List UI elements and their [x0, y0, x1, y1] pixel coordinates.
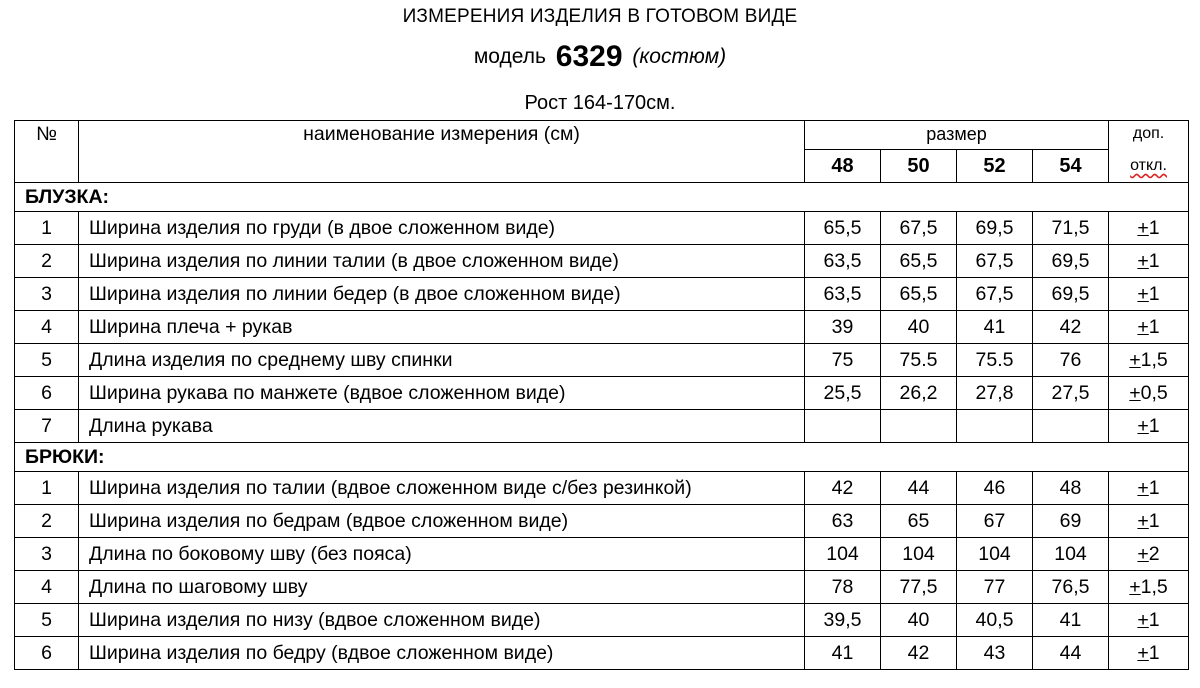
plus-minus-sign: +: [1129, 382, 1141, 404]
size-value-50: 40: [881, 604, 957, 637]
size-value-54: 69,5: [1033, 278, 1109, 311]
row-number: 2: [15, 245, 79, 278]
model-prefix: модель: [473, 45, 546, 68]
size-value-48: 39,5: [805, 604, 881, 637]
size-value-48: 78: [805, 571, 881, 604]
size-value-52: [957, 410, 1033, 443]
deviation-value: 0,5: [1140, 382, 1168, 404]
plus-minus-sign: +: [1137, 316, 1149, 338]
model-number: 6329: [555, 40, 623, 73]
size-value-54: [1033, 410, 1109, 443]
measurement-name: Ширина изделия по талии (вдвое сложенном виде с/без резинкой): [79, 472, 805, 505]
measurement-name: Ширина плеча + рукав: [79, 311, 805, 344]
allowed-deviation: [1109, 344, 1189, 377]
row-number: 3: [15, 538, 79, 571]
allowed-deviation: [1109, 571, 1189, 604]
plus-minus-sign: +: [1137, 477, 1149, 499]
size-value-48: 104: [805, 538, 881, 571]
row-number: 5: [15, 604, 79, 637]
table-row: [15, 278, 1189, 311]
size-value-54: 76: [1033, 344, 1109, 377]
size-header-48: 48: [805, 150, 881, 183]
table-row: [15, 212, 1189, 245]
size-value-50: 77,5: [881, 571, 957, 604]
table-row: [15, 377, 1189, 410]
size-value-52: 43: [957, 637, 1033, 670]
size-value-50: [881, 410, 957, 443]
table-row: [15, 410, 1189, 443]
measurement-name: Ширина изделия по линии бедер (в двое сложенном виде): [79, 278, 805, 311]
size-value-52: 69,5: [957, 212, 1033, 245]
measurement-name: Ширина изделия по бедру (вдвое сложенном виде): [79, 637, 805, 670]
size-value-54: 69: [1033, 505, 1109, 538]
deviation-label: откл.: [1130, 156, 1167, 174]
size-value-48: 63: [805, 505, 881, 538]
deviation-value: 1: [1148, 477, 1160, 499]
measurement-name: Ширина изделия по линии талии (в двое сложенном виде): [79, 245, 805, 278]
size-value-48: 39: [805, 311, 881, 344]
row-number: 6: [15, 377, 79, 410]
size-value-54: 41: [1033, 604, 1109, 637]
measurement-name: Ширина изделия по низу (вдвое сложенном виде): [79, 604, 805, 637]
size-value-48: [805, 410, 881, 443]
deviation-value: 1,5: [1140, 349, 1168, 371]
size-value-50: 44: [881, 472, 957, 505]
section-title: БРЮКИ:: [15, 443, 1189, 472]
table-row: [15, 245, 1189, 278]
deviation-value: 1: [1148, 510, 1160, 532]
size-value-54: 44: [1033, 637, 1109, 670]
measurement-name: Длина по боковому шву (без пояса): [79, 538, 805, 571]
row-number: 2: [15, 505, 79, 538]
size-value-50: 42: [881, 637, 957, 670]
size-value-54: 71,5: [1033, 212, 1109, 245]
allowed-deviation: [1109, 637, 1189, 670]
plus-minus-sign: +: [1137, 543, 1149, 565]
size-value-52: 77: [957, 571, 1033, 604]
table-row: [15, 637, 1189, 670]
measurements-table: [14, 120, 1189, 670]
measurement-name: Ширина изделия по бедрам (вдвое сложенном виде): [79, 505, 805, 538]
size-value-54: 27,5: [1033, 377, 1109, 410]
allowed-deviation: [1109, 245, 1189, 278]
plus-minus-sign: +: [1137, 283, 1149, 305]
size-value-48: 75: [805, 344, 881, 377]
size-value-52: 40,5: [957, 604, 1033, 637]
column-header-deviation-line1: доп.: [1109, 121, 1189, 150]
model-line: [0, 40, 1200, 74]
section-row: [15, 183, 1189, 212]
row-number: 4: [15, 311, 79, 344]
row-number: 1: [15, 472, 79, 505]
size-value-54: 48: [1033, 472, 1109, 505]
deviation-value: 1,5: [1140, 576, 1168, 598]
table-row: [15, 505, 1189, 538]
model-kind: (костюм): [632, 45, 727, 68]
size-value-50: 65,5: [881, 278, 957, 311]
allowed-deviation: [1109, 311, 1189, 344]
size-value-52: 46: [957, 472, 1033, 505]
table-row: [15, 472, 1189, 505]
row-number: 3: [15, 278, 79, 311]
size-value-48: 25,5: [805, 377, 881, 410]
size-header-50: 50: [881, 150, 957, 183]
allowed-deviation: [1109, 604, 1189, 637]
size-value-48: 42: [805, 472, 881, 505]
allowed-deviation: [1109, 377, 1189, 410]
size-value-52: 41: [957, 311, 1033, 344]
row-number: 7: [15, 410, 79, 443]
row-number: 1: [15, 212, 79, 245]
deviation-value: 1: [1148, 283, 1160, 305]
column-header-size: размер: [805, 121, 1109, 150]
header-row: [15, 121, 1189, 150]
size-value-50: 104: [881, 538, 957, 571]
allowed-deviation: [1109, 212, 1189, 245]
section-title: БЛУЗКА:: [15, 183, 1189, 212]
deviation-value: 1: [1148, 415, 1160, 437]
size-value-54: 42: [1033, 311, 1109, 344]
deviation-value: 1: [1148, 250, 1160, 272]
row-number: 6: [15, 637, 79, 670]
measurement-name: Длина по шаговому шву: [79, 571, 805, 604]
column-header-number: №: [15, 121, 79, 183]
allowed-deviation: [1109, 472, 1189, 505]
column-header-deviation-line2: [1109, 150, 1189, 183]
document-title: ИЗМЕРЕНИЯ ИЗДЕЛИЯ В ГОТОВОМ ВИДЕ: [402, 6, 798, 27]
deviation-value: 1: [1148, 609, 1160, 631]
allowed-deviation: [1109, 278, 1189, 311]
size-value-52: 67,5: [957, 278, 1033, 311]
size-value-52: 75.5: [957, 344, 1033, 377]
plus-minus-sign: +: [1129, 576, 1141, 598]
table-row: [15, 538, 1189, 571]
plus-minus-sign: +: [1137, 250, 1149, 272]
size-value-50: 67,5: [881, 212, 957, 245]
plus-minus-sign: +: [1137, 415, 1149, 437]
deviation-value: 1: [1148, 217, 1160, 239]
row-number: 5: [15, 344, 79, 377]
size-value-48: 63,5: [805, 278, 881, 311]
plus-minus-sign: +: [1137, 609, 1149, 631]
size-header-52: 52: [957, 150, 1033, 183]
deviation-value: 1: [1148, 642, 1160, 664]
row-number: 4: [15, 571, 79, 604]
size-value-50: 40: [881, 311, 957, 344]
allowed-deviation: [1109, 538, 1189, 571]
size-value-50: 65,5: [881, 245, 957, 278]
measurement-name: Длина изделия по среднему шву спинки: [79, 344, 805, 377]
size-value-52: 67: [957, 505, 1033, 538]
size-value-50: 65: [881, 505, 957, 538]
size-header-54: 54: [1033, 150, 1109, 183]
measurement-name: Длина рукава: [79, 410, 805, 443]
deviation-value: 1: [1148, 316, 1160, 338]
size-value-48: 41: [805, 637, 881, 670]
size-value-52: 27,8: [957, 377, 1033, 410]
size-value-54: 76,5: [1033, 571, 1109, 604]
plus-minus-sign: +: [1137, 642, 1149, 664]
table-row: [15, 604, 1189, 637]
allowed-deviation: [1109, 505, 1189, 538]
deviation-value: 2: [1148, 543, 1160, 565]
size-value-48: 65,5: [805, 212, 881, 245]
height-range: Рост 164-170см.: [524, 92, 676, 114]
size-value-50: 26,2: [881, 377, 957, 410]
table-row: [15, 344, 1189, 377]
size-value-52: 104: [957, 538, 1033, 571]
measurement-name: Ширина рукава по манжете (вдвое сложенном виде): [79, 377, 805, 410]
plus-minus-sign: +: [1129, 349, 1141, 371]
size-value-54: 69,5: [1033, 245, 1109, 278]
size-value-50: 75.5: [881, 344, 957, 377]
plus-minus-sign: +: [1137, 217, 1149, 239]
size-value-48: 63,5: [805, 245, 881, 278]
table-row: [15, 571, 1189, 604]
table-row: [15, 311, 1189, 344]
measurement-name: Ширина изделия по груди (в двое сложенном виде): [79, 212, 805, 245]
allowed-deviation: [1109, 410, 1189, 443]
size-value-54: 104: [1033, 538, 1109, 571]
plus-minus-sign: +: [1137, 510, 1149, 532]
column-header-name: наименование измерения (см): [79, 121, 805, 183]
size-value-52: 67,5: [957, 245, 1033, 278]
section-row: [15, 443, 1189, 472]
